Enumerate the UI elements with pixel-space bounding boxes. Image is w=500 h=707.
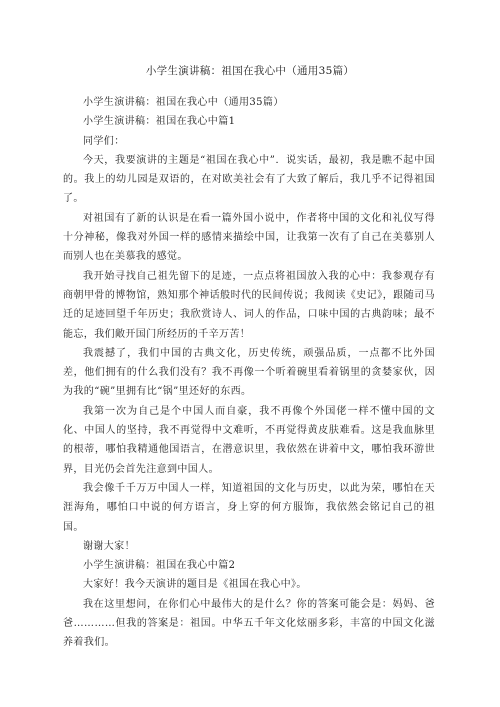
- body-paragraph: 我开始寻找自己祖先留下的足迹，一点点将祖国放入我的心中：我参观存有商朝甲骨的博物馆，熟知那个神话般时代的民间传说；我阅读《史记》，跟随司马迁的足迹回望千年历史；我欣赏诗人、词人的作品，口味中国的古典韵味；最不能忘，我们敞开国门所经历的千辛万苦！: [63, 270, 435, 340]
- body-paragraph: 我会像千千万万中国人一样，知道祖国的文化与历史，以此为荣，哪怕在天涯海角，哪怕口中说的何方语言，身上穿的何方服饰，我依然会铭记自己的祖国。: [63, 482, 435, 533]
- body-paragraph: 我在这里想问，在你们心中最伟大的是什么？你的答案可能会是：妈妈、爸爸…………但我的答案是：祖国。中华五千年文化炫丽多彩，丰富的中国文化滋养着我们。: [63, 598, 435, 649]
- document-title: 小学生演讲稿：祖国在我心中（通用35篇）: [145, 65, 355, 77]
- section-heading-2: 小学生演讲稿：祖国在我心中篇2: [83, 560, 236, 572]
- section-heading-1: 小学生演讲稿：祖国在我心中篇1: [83, 116, 236, 128]
- body-paragraph: 对祖国有了新的认识是在看一篇外国小说中，作者将中国的文化和礼仪写得十分神秘，像我对外国一样的感情来描绘中国，让我第一次有了自己在美慕别人而别人也在美慕我的感觉。: [63, 212, 435, 263]
- body-paragraph: 我震撼了，我们中国的古典文化，历史传统，顽强品质，一点都不比外国差，他们拥有的什么我们没有？我不再像一个听着碗里看着锅里的贪婪家伙，因为我的“碗”里拥有比“锅”里还好的东西。: [63, 347, 435, 398]
- body-paragraph: 今天，我要演讲的主题是“祖国在我心中”．说实话，最初，我是瞧不起中国的。我上的幼儿园是双语的，在对欧美社会有了大致了解后，我几乎不记得祖国了。: [63, 154, 435, 205]
- closing-paragraph: 谢谢大家！: [83, 540, 135, 552]
- document-body: [63, 93, 435, 653]
- subtitle-paragraph: 小学生演讲稿：祖国在我心中（通用35篇）: [83, 97, 284, 108]
- greeting-paragraph: 同学们：: [83, 135, 125, 147]
- body-paragraph: 我第一次为自己是个中国人而自豪，我不再像个外国佬一样不懂中国的文化、中国人的坚持，我不再觉得中文难听，不再觉得黄皮肤难看。这是我血脉里的根蒂，哪怕我精通他国语言，在潜意识里，我依然在讲着中文，哪怕我环游世界，目光仍会首先注意到中国人。: [63, 405, 435, 475]
- body-paragraph: 大家好！我今天演讲的题目是《祖国在我心中》。: [83, 579, 307, 591]
